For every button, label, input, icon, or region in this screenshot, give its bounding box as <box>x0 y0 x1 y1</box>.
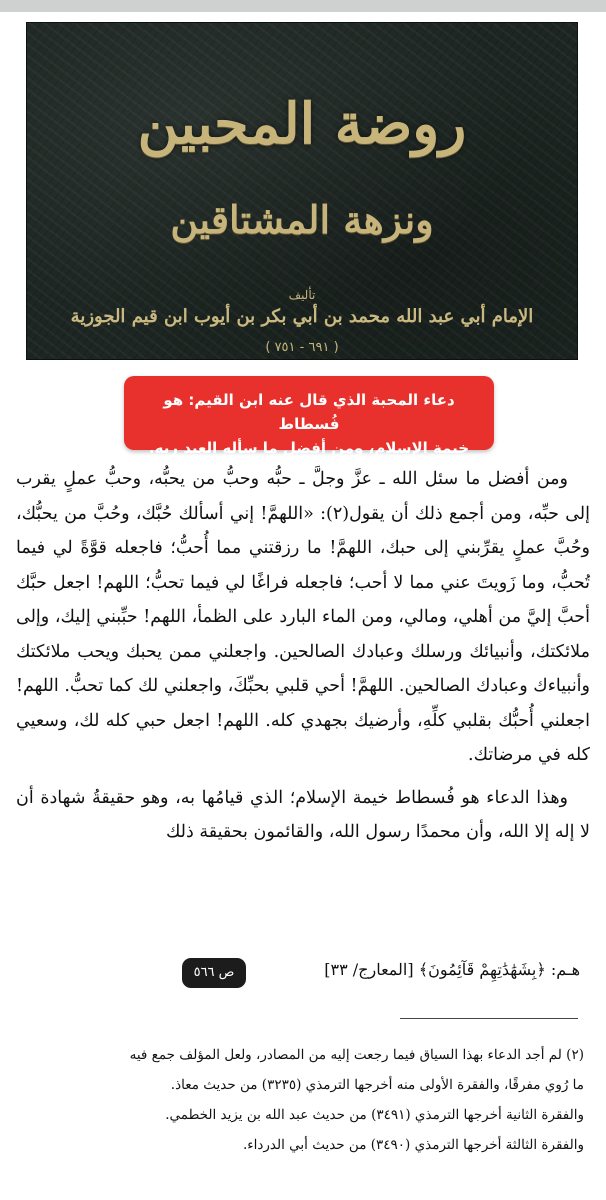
highlight-banner <box>124 376 494 457</box>
banner-line-2: خيمة الإسلام، ومن أفضل ما سأله العبد ربه. <box>148 439 470 457</box>
page-body <box>16 462 590 850</box>
book-by-label: تأليف <box>288 288 316 302</box>
book-author-dates: ( ٦٩١ - ٧٥١ ) <box>265 340 339 355</box>
quran-reference: هـم: ﴿بِشَهَٰدَٰتِهِمْ قَآئِمُونَ﴾ [المعارج/ ٣٣] <box>324 960 580 979</box>
footnote-line-4: والفقرة الثالثة أخرجها الترمذي (٣٤٩٠) من حديث أبي الدرداء. <box>242 1137 584 1153</box>
book-author: الإمام أبي عبد الله محمد بن أبي بكر بن أيوب ابن قيم الجوزية <box>70 306 534 327</box>
book-title: روضة المحبين <box>137 91 467 157</box>
body-paragraph-2: وهذا الدعاء هو فُسطاط خيمة الإسلام؛ الذي قيامُها به، وهو حقيقةُ شهادة أن لا إله إلا الله، وأن محمدًا رسول الله، والقائمون بحقيقة ذلك <box>16 787 590 842</box>
book-subtitle: ونزهة المشتاقين <box>170 197 434 242</box>
body-paragraph-1: ومن أفضل ما سئل الله ـ عزَّ وجلَّ ـ حبُّه وحبُّ من يحبُّه، وحبُّ عملٍ يقرب إلى حبِّه، ومن أجمع ذلك أن يقول(٢): «اللهمَّ! إني أسألك حُبَّك، وحُبَّ من يحبُّك، وحُبَّ عملٍ يقرِّبني إلى حبك، اللهمَّ! ما رزقتني مما أُحبُّ؛ فاجعله قوَّةً لي فيما تُحبُّ، وما زَويتَ عني مما لا أحب؛ فاجعله فراغًا لي فيما تحبُّ؛ اللهم! اجعل حبَّك أحبَّ إليَّ من أهلي، ومالي، ومن الماء البارد على الظمأ، اللهم! حبِّبني إليك، وإلى ملائكتك، وأنبيائك ورسلك وعبادك الصالحين. واجعلني ممن يحبك ويحب ملائكتك وأنبياءك وعبادك الصالحين. اللهمَّ! أحي قلبي بحبِّكَ، واجعلني لك كما تحبُّ. اللهم! اجعلني أُحبُّك بقلبي كلِّهِ، وأرضيك بجهدي كله. اللهم! اجعل حبي كله لك، وسعيي كله في مرضاتك. <box>16 469 590 765</box>
footnotes <box>24 1040 584 1160</box>
footnote-line-2: ما رُوي مفرقًا، والفقرة الأولى منه أخرجها الترمذي (٣٢٣٥) من حديث معاذ. <box>170 1077 584 1093</box>
footnote-line-3: والفقرة الثانية أخرجها الترمذي (٣٤٩١) من حديث عبد الله بن يزيد الخطمي. <box>165 1107 584 1123</box>
page-number-badge: ص ٥٦٦ <box>182 958 246 988</box>
book-cover <box>26 22 578 360</box>
footnote-line-1: (٢) لم أجد الدعاء بهذا السياق فيما رجعت إليه من المصادر، ولعل المؤلف جمع فيه <box>129 1047 584 1063</box>
banner-line-1: دعاء المحبة الذي قال عنه ابن القيم: هو فُسطاط <box>163 391 455 433</box>
footnote-divider <box>400 1018 578 1019</box>
screenshot-top-bar <box>0 0 606 12</box>
